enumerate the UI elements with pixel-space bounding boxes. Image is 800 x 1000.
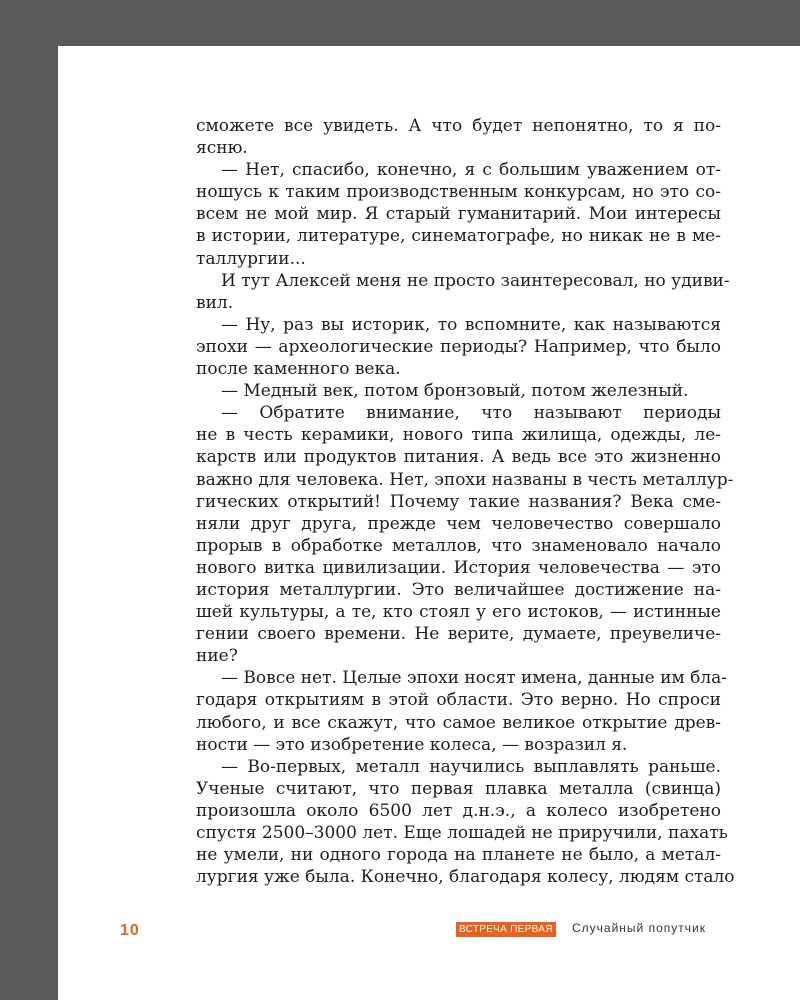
- chapter-title: Случайный попутчик: [572, 921, 706, 935]
- text-line: история металлургии. Это величайшее достижение на-: [196, 579, 721, 600]
- text-line: — Обратите внимание, что называют периоды: [221, 403, 721, 424]
- text-line: — Ну, раз вы историк, то вспомните, как называются: [221, 314, 721, 335]
- text-line: карств или продуктов питания. А ведь все это жизненно: [196, 447, 721, 468]
- text-line: — Медный век, потом бронзовый, потом железный.: [221, 381, 689, 402]
- text-line: гении своего времени. Не верите, думаете, преувеличе-: [196, 624, 721, 645]
- text-line: любого, и все скажут, что самое великое открытие древ-: [196, 712, 721, 733]
- text-line: лургия уже была. Конечно, благодаря колесу, людям стало: [196, 867, 735, 888]
- text-line: не в честь керамики, нового типа жилища, одежды, ле-: [196, 425, 721, 446]
- text-line: эпохи — археологические периоды? Например, что было: [196, 336, 721, 357]
- book-page: [58, 46, 800, 1000]
- text-line: ясню.: [196, 138, 248, 159]
- text-line: в истории, литературе, синематографе, но никак не в ме-: [196, 226, 721, 247]
- section-label: ВСТРЕЧА ПЕРВАЯ: [456, 922, 556, 937]
- text-line: шей культуры, а те, кто стоял у его истоков, — истинные: [196, 602, 721, 623]
- text-line: Ученые считают, что первая плавка металла (свинца): [196, 778, 721, 799]
- text-line: нового витка цивилизации. История человечества — это: [196, 557, 721, 578]
- text-line: — Нет, спасибо, конечно, я с большим уважением от-: [221, 160, 721, 181]
- text-line: после каменного века.: [196, 359, 401, 380]
- text-line: прорыв в обработке металлов, что знаменовало начало: [196, 535, 721, 556]
- text-line: вил.: [196, 292, 234, 313]
- text-line: не умели, ни одного города на планете не было, а метал-: [196, 845, 721, 866]
- text-line: важно для человека. Нет, эпохи названы в честь металлур-: [196, 469, 734, 490]
- text-line: произошла около 6500 лет д.н.э., а колесо изобретено: [196, 800, 721, 821]
- text-line: спустя 2500–3000 лет. Еще лошадей не приручили, пахать: [196, 823, 728, 843]
- text-line: всем не мой мир. Я старый гуманитарий. Мои интересы: [196, 204, 721, 225]
- text-line: сможете все увидеть. А что будет непонятно, то я по-: [196, 116, 721, 136]
- text-line: гических открытий! Почему такие названия? Века сме-: [196, 491, 721, 512]
- text-line: годаря открытиям в этой области. Это верно. Но спроси: [196, 690, 721, 711]
- text-line: — Вовсе нет. Целые эпохи носят имена, данные им бла-: [221, 668, 728, 689]
- text-line: И тут Алексей меня не просто заинтересовал, но удиви-: [221, 270, 730, 291]
- body-text: [196, 115, 735, 888]
- page-number: 10: [120, 922, 140, 939]
- text-line: няли друг друга, прежде чем человечество совершало: [196, 513, 721, 534]
- text-line: — Во-первых, металл научились выплавлять раньше.: [221, 756, 721, 777]
- text-line: ние?: [196, 646, 238, 667]
- text-line: ности — это изобретение колеса, — возразил я.: [196, 734, 628, 755]
- text-line: ношусь к таким производственным конкурсам, но это со-: [196, 182, 721, 203]
- text-line: таллургии...: [196, 248, 306, 269]
